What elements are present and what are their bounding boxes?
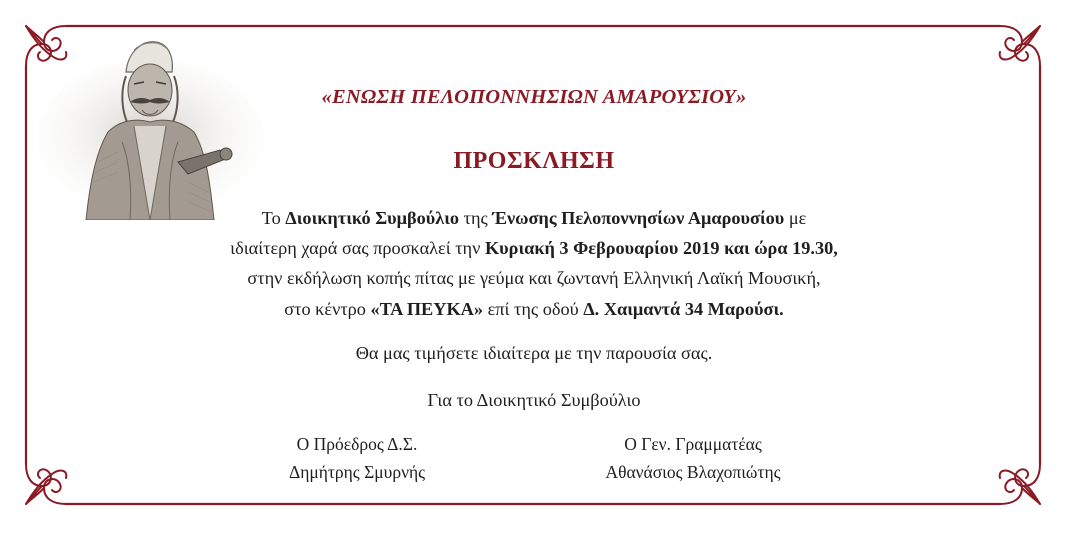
secretary-role: Ο Γεν. Γραμματέας	[624, 434, 762, 454]
invitation-title: ΠΡΟΣΚΛΗΣΗ	[453, 148, 615, 174]
president-role: Ο Πρόεδρος Δ.Σ.	[296, 434, 418, 454]
corner-ornament-bottom-left-icon	[26, 464, 66, 504]
corner-ornament-bottom-right-icon	[1000, 464, 1040, 504]
board-line: Για το Διοικητικό Συμβούλιο	[427, 390, 641, 410]
body-line-3: στην εκδήλωση κοπής πίτας με γεύμα και ζωντανή Ελληνική Λαϊκή Μουσική,	[247, 268, 821, 288]
portrait-illustration-icon	[38, 32, 270, 220]
body-line-4: στο κέντρο «ΤΑ ΠΕΥΚΑ» επί της οδού Δ. Χαιμαντά 34 Μαρούσι.	[284, 299, 784, 319]
president-name: Δημήτρης Σμυρνής	[288, 462, 426, 482]
body-line-1: Το Διοικητικό Συμβούλιο της Ένωσης Πελοποννησίων Αμαρουσίου με	[261, 208, 807, 228]
body-line-2: ιδιαίτερη χαρά σας προσκαλεί την Κυριακή 3 Φεβρουαρίου 2019 και ώρα 19.30,	[230, 238, 838, 258]
secretary-name: Αθανάσιος Βλαχοπιώτης	[605, 462, 781, 482]
corner-ornament-top-right-icon	[1000, 26, 1040, 66]
closing-line: Θα μας τιμήσετε ιδιαίτερα με την παρουσία σας.	[355, 343, 713, 363]
organization-name: «ΕΝΩΣΗ ΠΕΛΟΠΟΝΝΗΣΙΩΝ ΑΜΑΡΟΥΣΙΟΥ»	[321, 86, 747, 108]
